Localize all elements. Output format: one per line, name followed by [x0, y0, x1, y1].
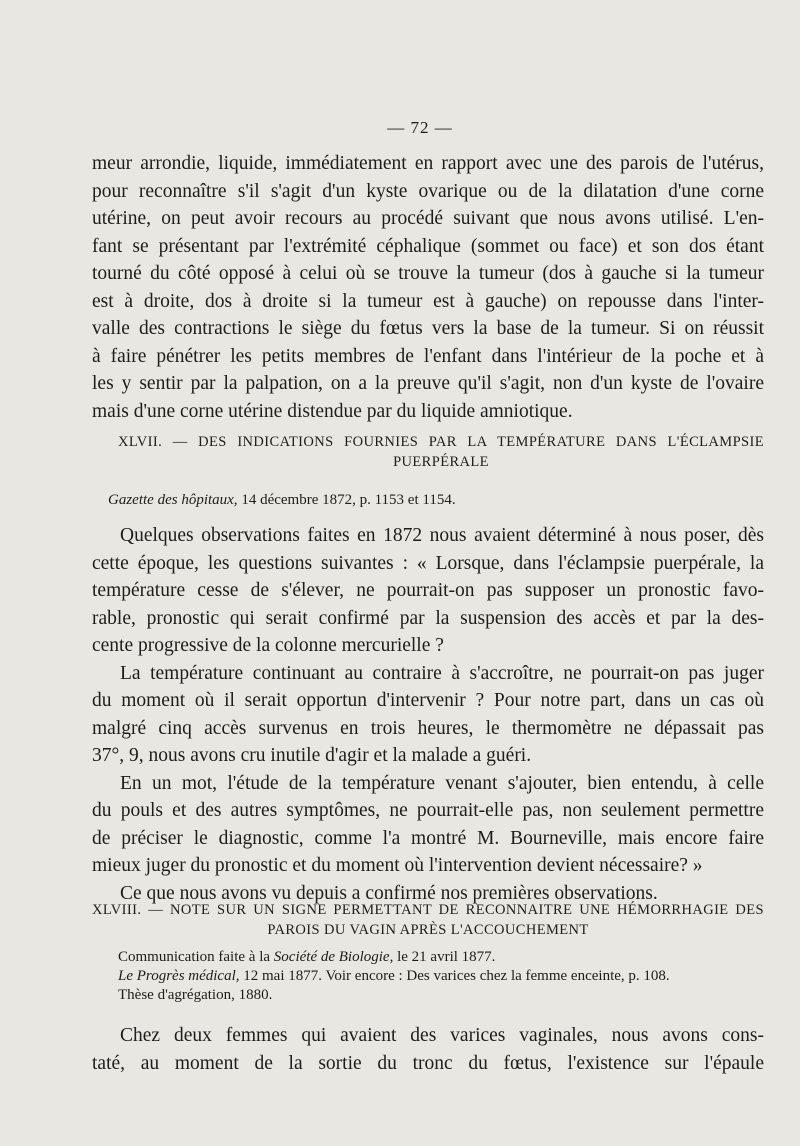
section-48-heading [92, 900, 764, 940]
text-line: température cesse de s'élever, ne pourrait-on pas supposer un pronostic favo- [92, 580, 764, 601]
section-48-references [118, 948, 764, 1005]
section-47-body [92, 522, 764, 907]
journal-name: Gazette des hôpitaux, [108, 492, 238, 508]
text-line: La température continuant au contraire à s'accroître, ne pourrait-on pas juger [120, 662, 764, 684]
reference-line: Le Progrès médical, 12 mai 1877. Voir encore : Des varices chez la femme enceinte, p. 108. [118, 968, 670, 984]
text-line: à faire pénétrer les petits membres de l'enfant dans l'intérieur de la poche et à [92, 345, 764, 367]
heading-line: PAROIS DU VAGIN APRÈS L'ACCOUCHEMENT [267, 922, 589, 938]
text-line: mieux juger du pronostic et du moment où l'intervention devient nécessaire? » [92, 855, 703, 876]
text-line: taté, au moment de la sortie du tronc du fœtus, l'existence sur l'épaule [92, 1052, 764, 1074]
text-line: les y sentir par la palpation, on a la preuve qu'il s'agit, non d'un kyste de l'ovaire [92, 373, 764, 394]
reference-line: Communication faite à la Société de Biologie, le 21 avril 1877. [118, 949, 496, 965]
text-line: cente progressive de la colonne mercurielle ? [92, 635, 444, 656]
text-line: Chez deux femmes qui avaient des varices vaginales, nous avons cons- [120, 1025, 764, 1046]
text-line: 37°, 9, nous avons cru inutile d'agir et la malade a guéri. [92, 745, 532, 766]
text-line: tourné du côté opposé à celui où se trouve la tumeur (dos à gauche si la tumeur [92, 263, 764, 284]
heading-line: PUERPÉRALE [393, 454, 489, 470]
section-47-reference [108, 490, 456, 510]
text-line: rable, pronostic qui serait confirmé par la suspension des accès et par la des- [92, 607, 764, 629]
text-line: Ce que nous avons vu depuis a confirmé nos premières observations. [120, 882, 658, 904]
page-number: — 72 — [387, 118, 453, 137]
heading-line: XLVII. — DES INDICATIONS FOURNIES PAR LA TEMPÉRATURE DANS L'ÉCLAMPSIE [118, 434, 764, 450]
section-47-heading [118, 432, 764, 472]
reference-detail: 14 décembre 1872, p. 1153 et 1154. [237, 492, 456, 508]
section-48-body [92, 1022, 764, 1077]
text-line: valle des contractions le siège du fœtus vers la base de la tumeur. Si on réussit [92, 318, 764, 339]
text-line: malgré cinq accès survenus en trois heures, le thermomètre ne dépassait pas [92, 717, 764, 739]
text-line: mais d'une corne utérine distendue par du liquide amniotique. [92, 400, 573, 422]
intro-paragraph [92, 150, 764, 425]
text-line: Quelques observations faites en 1872 nous avaient déterminé à nous poser, dès [120, 525, 764, 546]
text-line: du moment où il serait opportun d'intervenir ? Pour notre part, dans un cas où [92, 690, 764, 711]
text-line: cette époque, les questions suivantes : « Lorsque, dans l'éclampsie puerpérale, la [92, 552, 764, 574]
reference-line: Thèse d'agrégation, 1880. [118, 987, 273, 1003]
heading-line: XLVIII. — NOTE SUR UN SIGNE PERMETTANT DE RECONNAITRE UNE HÉMORRHAGIE DES [92, 902, 764, 918]
text-line: meur arrondie, liquide, immédiatement en rapport avec une des parois de l'utérus, [92, 153, 764, 174]
text-line: utérine, on peut avoir recours au procédé suivant que nous avons utilisé. L'en- [92, 208, 764, 229]
text-line: fant se présentant par l'extrémité céphalique (sommet ou face) et son dos étant [92, 235, 764, 257]
text-line: En un mot, l'étude de la température venant s'ajouter, bien entendu, à celle [120, 772, 764, 794]
text-line: du pouls et des autres symptômes, ne pourrait-elle pas, non seulement permettre [92, 800, 764, 821]
text-line: de préciser le diagnostic, comme l'a montré M. Bourneville, mais encore faire [92, 827, 764, 849]
text-line: est à droite, dos à droite si la tumeur est à gauche) on repousse dans l'inter- [92, 290, 764, 312]
text-line: pour reconnaître s'il s'agit d'un kyste ovarique ou de la dilatation d'une corne [92, 180, 764, 202]
